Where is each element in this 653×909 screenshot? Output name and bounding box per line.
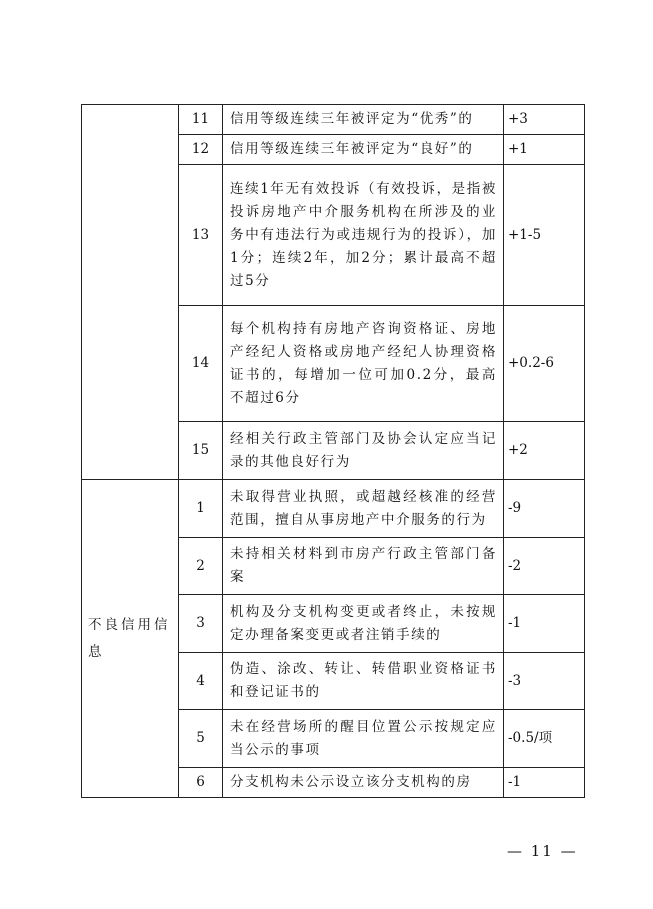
row-description: 未取得营业执照，或超越经核准的经营范围，擅自从事房地产中介服务的行为 xyxy=(223,480,504,538)
row-score: +2 xyxy=(504,422,585,480)
row-score: -2 xyxy=(504,538,585,595)
row-score: -1 xyxy=(504,595,585,653)
row-score: +1-5 xyxy=(504,165,585,306)
row-number: 14 xyxy=(179,306,223,422)
table-row xyxy=(82,480,585,538)
row-description: 信用等级连续三年被评定为“优秀”的 xyxy=(223,105,504,135)
row-description: 信用等级连续三年被评定为“良好”的 xyxy=(223,135,504,165)
row-number: 3 xyxy=(179,595,223,653)
row-score: -9 xyxy=(504,480,585,538)
row-description: 伪造、涂改、转让、转借职业资格证书和登记证书的 xyxy=(223,653,504,710)
row-description: 未在经营场所的醒目位置公示按规定应当公示的事项 xyxy=(223,710,504,768)
table-row xyxy=(82,105,585,135)
page-number: — 11 — xyxy=(507,842,578,860)
row-number: 5 xyxy=(179,710,223,768)
row-description: 分支机构未公示设立该分支机构的房 xyxy=(223,768,504,798)
row-score: +0.2-6 xyxy=(504,306,585,422)
row-description: 每个机构持有房地产咨询资格证、房地产经纪人资格或房地产经纪人协理资格证书的，每增加一位可加0.2分，最高不超过6分 xyxy=(223,306,504,422)
row-number: 1 xyxy=(179,480,223,538)
row-description: 未持相关材料到市房产行政主管部门备案 xyxy=(223,538,504,595)
row-score: -1 xyxy=(504,768,585,798)
row-number: 2 xyxy=(179,538,223,595)
row-score: -0.5/项 xyxy=(504,710,585,768)
row-number: 13 xyxy=(179,165,223,306)
row-number: 4 xyxy=(179,653,223,710)
row-number: 15 xyxy=(179,422,223,480)
row-score: +1 xyxy=(504,135,585,165)
row-number: 6 xyxy=(179,768,223,798)
row-score: +3 xyxy=(504,105,585,135)
bad-credit-category-cell: 不良信用信息 xyxy=(82,480,179,798)
row-description: 经相关行政主管部门及协会认定应当记录的其他良好行为 xyxy=(223,422,504,480)
credit-score-table xyxy=(81,104,585,798)
row-description: 机构及分支机构变更或者终止，未按规定办理备案变更或者注销手续的 xyxy=(223,595,504,653)
row-number: 12 xyxy=(179,135,223,165)
row-score: -3 xyxy=(504,653,585,710)
row-number: 11 xyxy=(179,105,223,135)
row-description: 连续1年无有效投诉（有效投诉，是指被投诉房地产中介服务机构在所涉及的业务中有违法行为或违规行为的投诉），加1分；连续2年，加2分；累计最高不超过5分 xyxy=(223,165,504,306)
good-credit-category-cell xyxy=(82,105,179,480)
